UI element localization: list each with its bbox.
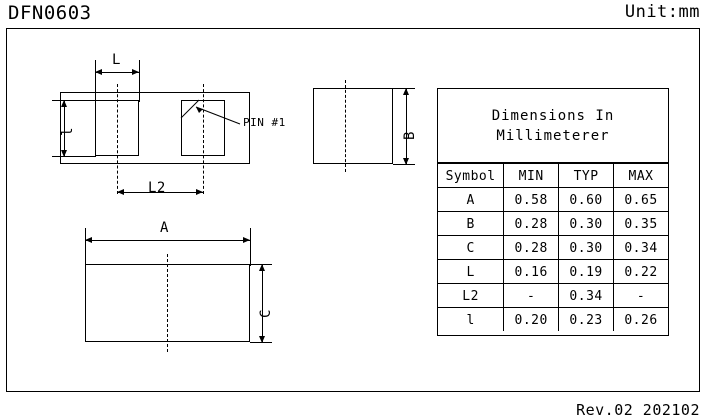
- top-view-label-l: l: [60, 127, 76, 136]
- side-view-label-C: C: [258, 309, 274, 318]
- col-header-symbol: Symbol: [438, 164, 504, 188]
- cell-typ: 0.30: [559, 236, 614, 260]
- cell-min: -: [504, 284, 559, 308]
- top-view-L2-arrow-left: [117, 189, 124, 195]
- side-view-C-arrow-down: [259, 336, 265, 343]
- end-view-body: [313, 88, 393, 164]
- end-view-B-arrow-down: [403, 158, 409, 165]
- page-title: DFN0603: [8, 2, 92, 24]
- table-row: [438, 308, 668, 332]
- cell-symbol: L: [438, 260, 504, 284]
- side-view-A-ext-left: [85, 228, 86, 266]
- dimension-table-title-line1: Dimensions In: [491, 107, 615, 124]
- top-view-l-ext-bottom: [52, 156, 96, 157]
- cell-max: 0.26: [614, 308, 668, 332]
- top-view-centerline-right: [203, 84, 204, 194]
- cell-max: 0.65: [614, 188, 668, 212]
- top-view-L-arrow-left: [95, 69, 102, 75]
- table-row: [438, 236, 668, 260]
- cell-typ: 0.34: [559, 284, 614, 308]
- top-view-l-ext-top: [52, 100, 96, 101]
- cell-typ: 0.19: [559, 260, 614, 284]
- cell-typ: 0.60: [559, 188, 614, 212]
- cell-min: 0.20: [504, 308, 559, 332]
- cell-max: -: [614, 284, 668, 308]
- revision-label: Rev.02 202102: [576, 401, 700, 419]
- side-view-A-arrow-left: [85, 237, 92, 243]
- top-view-L-arrow-right: [132, 69, 139, 75]
- cell-min: 0.16: [504, 260, 559, 284]
- dimension-table-title: [438, 89, 668, 163]
- side-view-C-arrow-up: [259, 264, 265, 271]
- cell-symbol: L2: [438, 284, 504, 308]
- end-view-B-dimline: [406, 88, 407, 164]
- cell-min: 0.58: [504, 188, 559, 212]
- top-view-l-arrow-down: [61, 150, 67, 157]
- col-header-typ: TYP: [559, 164, 614, 188]
- table-header-row: [438, 164, 668, 188]
- table-row: [438, 188, 668, 212]
- end-view-B-arrow-up: [403, 88, 409, 95]
- table-row: [438, 284, 668, 308]
- cell-symbol: A: [438, 188, 504, 212]
- side-view-C-dimline: [262, 264, 263, 342]
- top-view-label-L2: L2: [148, 180, 166, 196]
- pin1-label: PIN #1: [243, 116, 286, 129]
- col-header-max: MAX: [614, 164, 668, 188]
- side-view-A-arrow-right: [243, 237, 250, 243]
- dimension-table-title-line2: Millimeterer: [496, 127, 610, 144]
- cell-typ: 0.30: [559, 212, 614, 236]
- col-header-min: MIN: [504, 164, 559, 188]
- side-view-A-ext-right: [250, 228, 251, 266]
- cell-typ: 0.23: [559, 308, 614, 332]
- unit-label: Unit:mm: [624, 2, 700, 22]
- cell-symbol: C: [438, 236, 504, 260]
- side-view-centerline: [167, 254, 168, 352]
- dimension-table: [437, 88, 669, 336]
- end-view-centerline: [345, 80, 346, 172]
- side-view-A-dimline: [85, 240, 250, 241]
- cell-symbol: l: [438, 308, 504, 332]
- top-view-centerline-left: [117, 84, 118, 194]
- cell-max: 0.22: [614, 260, 668, 284]
- cell-min: 0.28: [504, 212, 559, 236]
- top-view-l-arrow-up: [61, 100, 67, 107]
- top-view-L2-arrow-right: [196, 189, 203, 195]
- top-view-label-L: L: [112, 52, 121, 68]
- top-view-L-ext-right: [139, 60, 140, 102]
- cell-symbol: B: [438, 212, 504, 236]
- table-row: [438, 260, 668, 284]
- top-view-L-ext-left: [95, 60, 96, 102]
- cell-min: 0.28: [504, 236, 559, 260]
- table-row: [438, 212, 668, 236]
- cell-max: 0.35: [614, 212, 668, 236]
- dimension-table-grid: [438, 163, 668, 331]
- side-view-label-A: A: [160, 220, 169, 236]
- end-view-label-B: B: [402, 131, 418, 140]
- cell-max: 0.34: [614, 236, 668, 260]
